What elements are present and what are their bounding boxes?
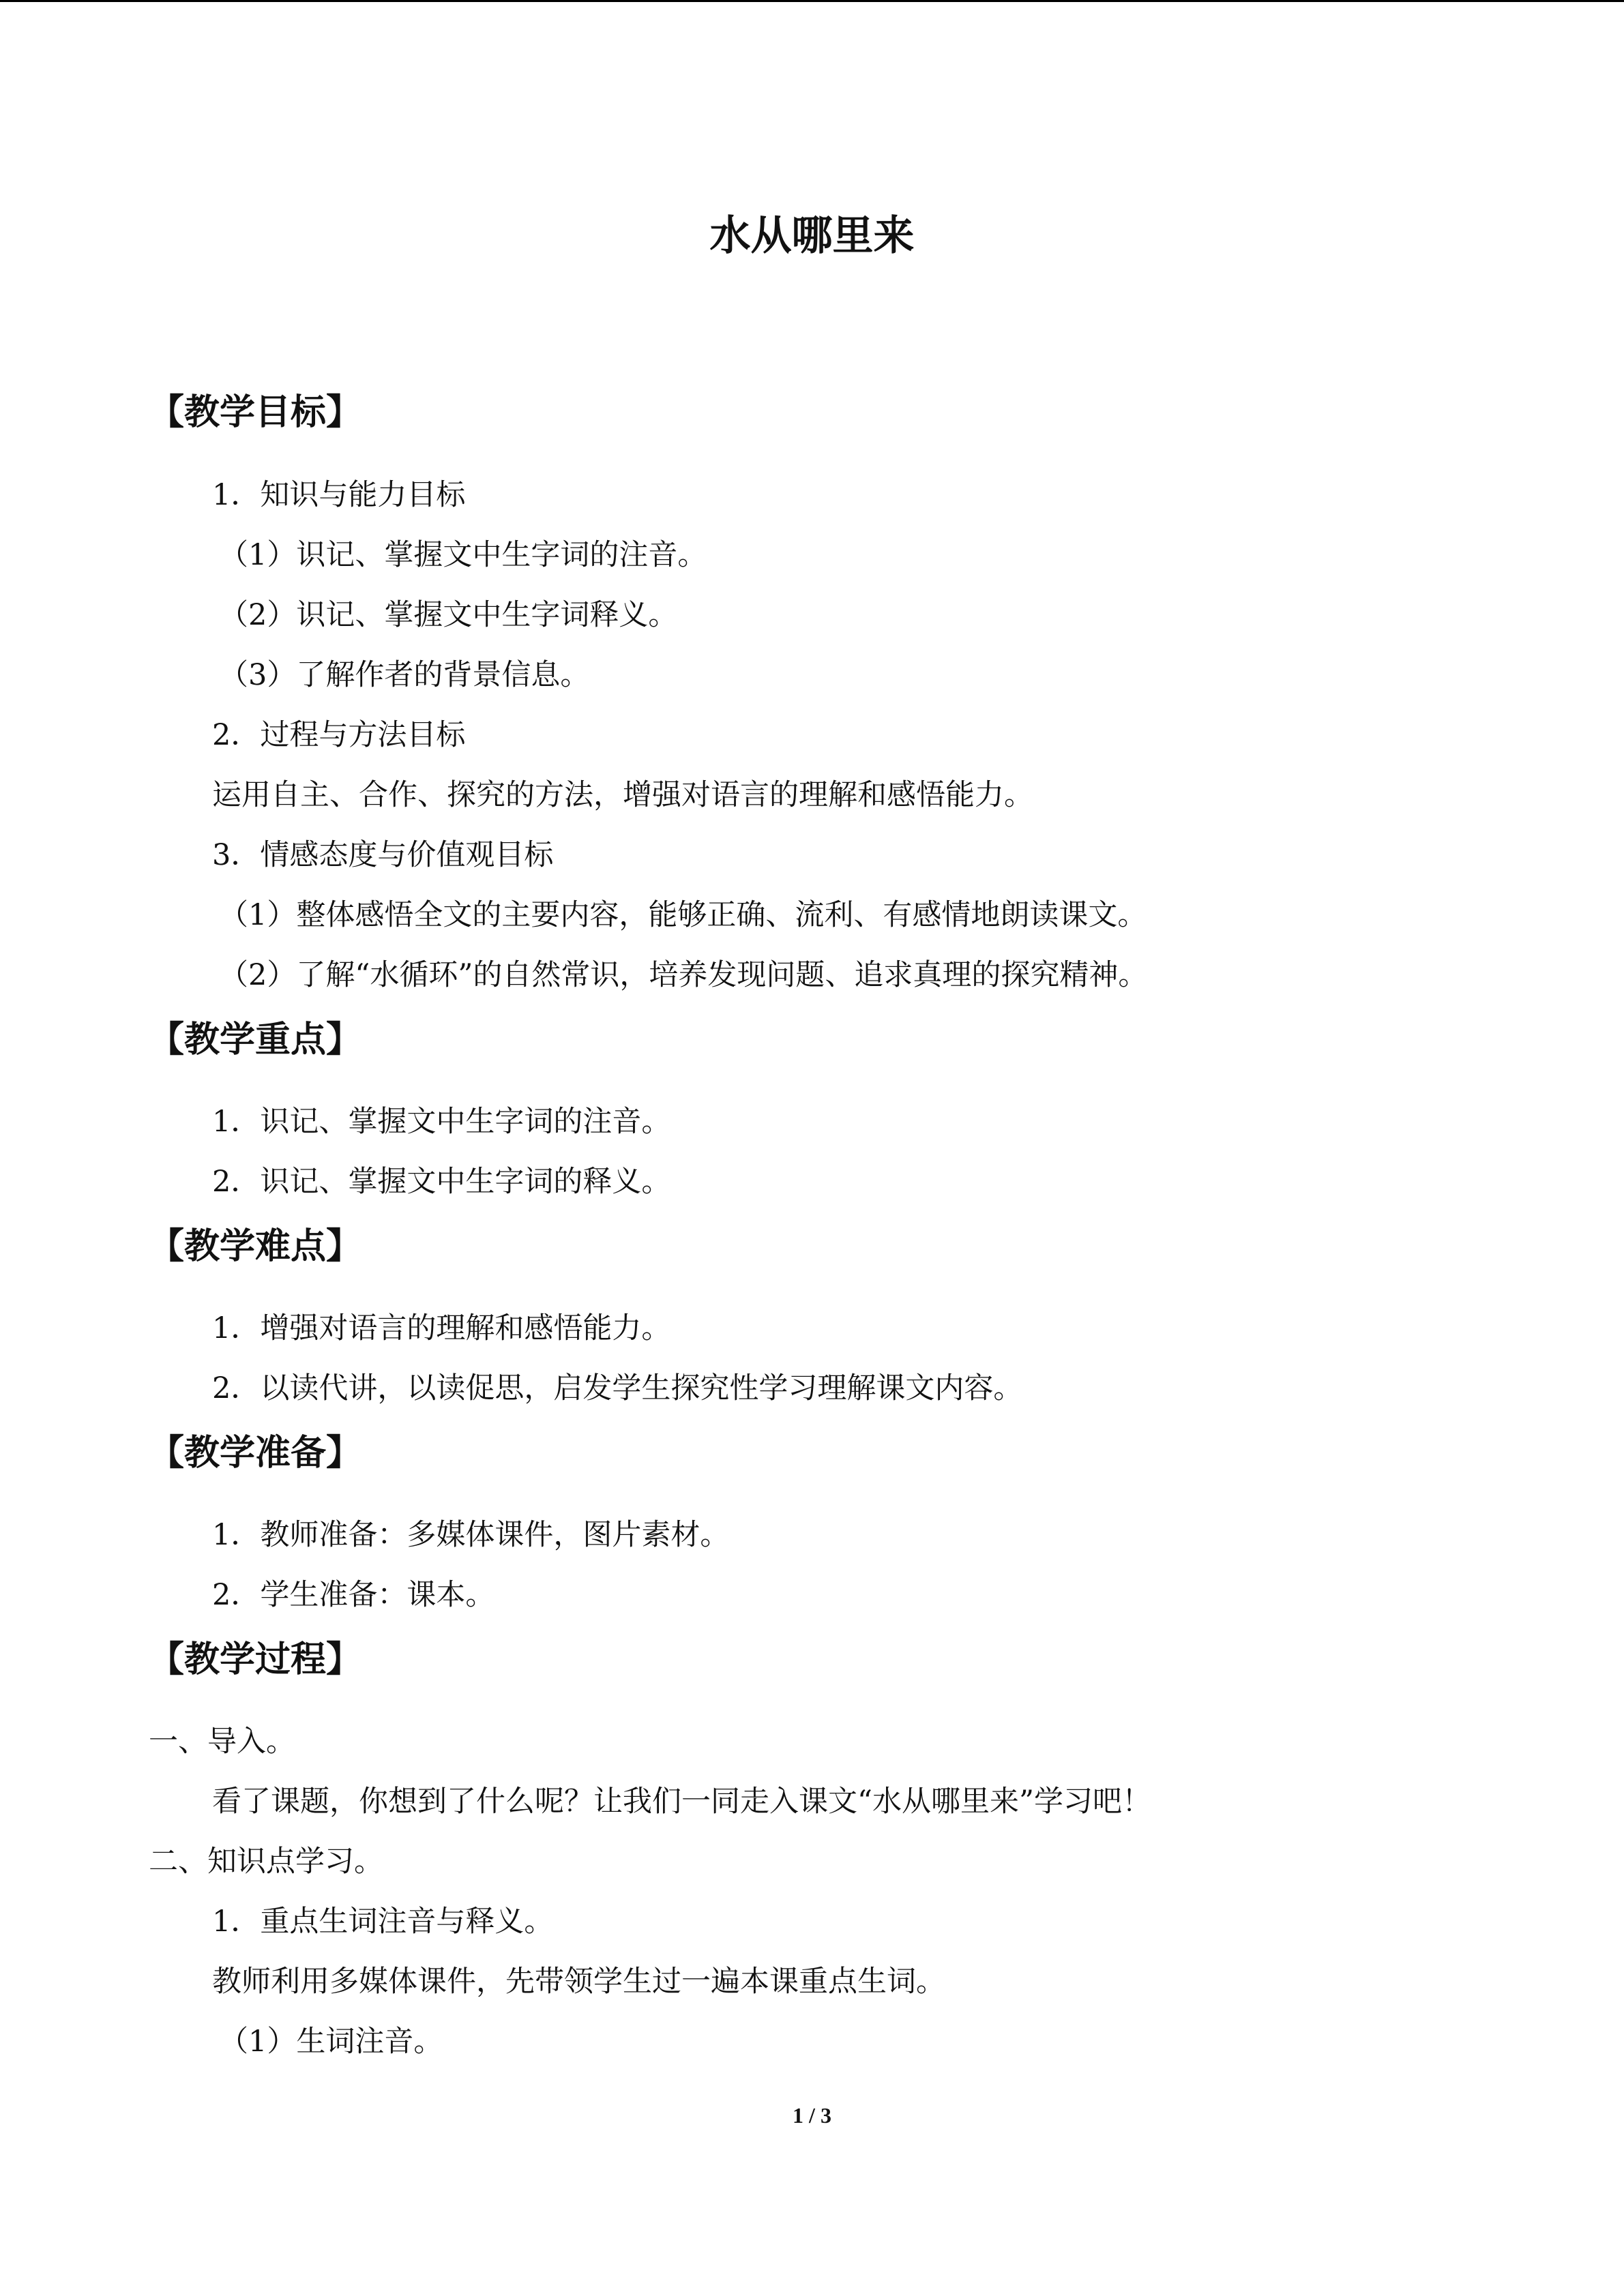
page-number: 1 / 3 — [793, 2103, 831, 2128]
process-line-6: （1）生词注音。 — [219, 2025, 443, 2059]
objective-line-8: （1）整体感悟全文的主要内容，能够正确、流利、有感情地朗读课文。 — [219, 898, 1147, 932]
preparation-line-2: 2．学生准备：课本。 — [212, 1578, 495, 1612]
section-heading-difficulties: 【教学难点】 — [149, 1226, 362, 1267]
difficulty-line-1: 1．增强对语言的理解和感悟能力。 — [212, 1311, 671, 1345]
preparation-line-1: 1．教师准备：多媒体课件，图片素材。 — [212, 1518, 730, 1552]
top-border-line — [0, 0, 1624, 2]
section-heading-objectives: 【教学目标】 — [149, 392, 362, 433]
objective-line-1: 1．知识与能力目标 — [212, 478, 466, 512]
process-line-2: 看了课题，你想到了什么呢？让我们一同走入课文“水从哪里来”学习吧！ — [212, 1785, 1151, 1819]
process-line-5: 教师利用多媒体课件，先带领学生过一遍本课重点生词。 — [212, 1965, 945, 1999]
difficulty-line-2: 2．以读代讲，以读促思，启发学生探究性学习理解课文内容。 — [212, 1371, 1023, 1405]
objective-line-4: （3）了解作者的背景信息。 — [219, 658, 590, 692]
key-point-line-1: 1．识记、掌握文中生字词的注音。 — [212, 1105, 671, 1139]
objective-line-9: （2）了解“水循环”的自然常识，培养发现问题、追求真理的探究精神。 — [219, 958, 1148, 992]
objective-line-6: 运用自主、合作、探究的方法，增强对语言的理解和感悟能力。 — [212, 778, 1033, 812]
objective-line-5: 2．过程与方法目标 — [212, 718, 466, 752]
process-line-3: 二、知识点学习。 — [149, 1845, 383, 1879]
process-line-1: 一、导入。 — [149, 1725, 295, 1759]
key-point-line-2: 2．识记、掌握文中生字词的释义。 — [212, 1165, 671, 1199]
objective-line-7: 3．情感态度与价值观目标 — [212, 838, 554, 872]
section-heading-key-points: 【教学重点】 — [149, 1019, 362, 1060]
section-heading-preparation: 【教学准备】 — [149, 1433, 362, 1474]
section-heading-process: 【教学过程】 — [149, 1639, 362, 1680]
objective-line-2: （1）识记、掌握文中生字词的注音。 — [219, 538, 707, 572]
process-line-4: 1．重点生词注音与释义。 — [212, 1905, 554, 1939]
objective-line-3: （2）识记、掌握文中生字词释义。 — [219, 598, 678, 632]
document-title: 水从哪里来 — [709, 212, 915, 260]
